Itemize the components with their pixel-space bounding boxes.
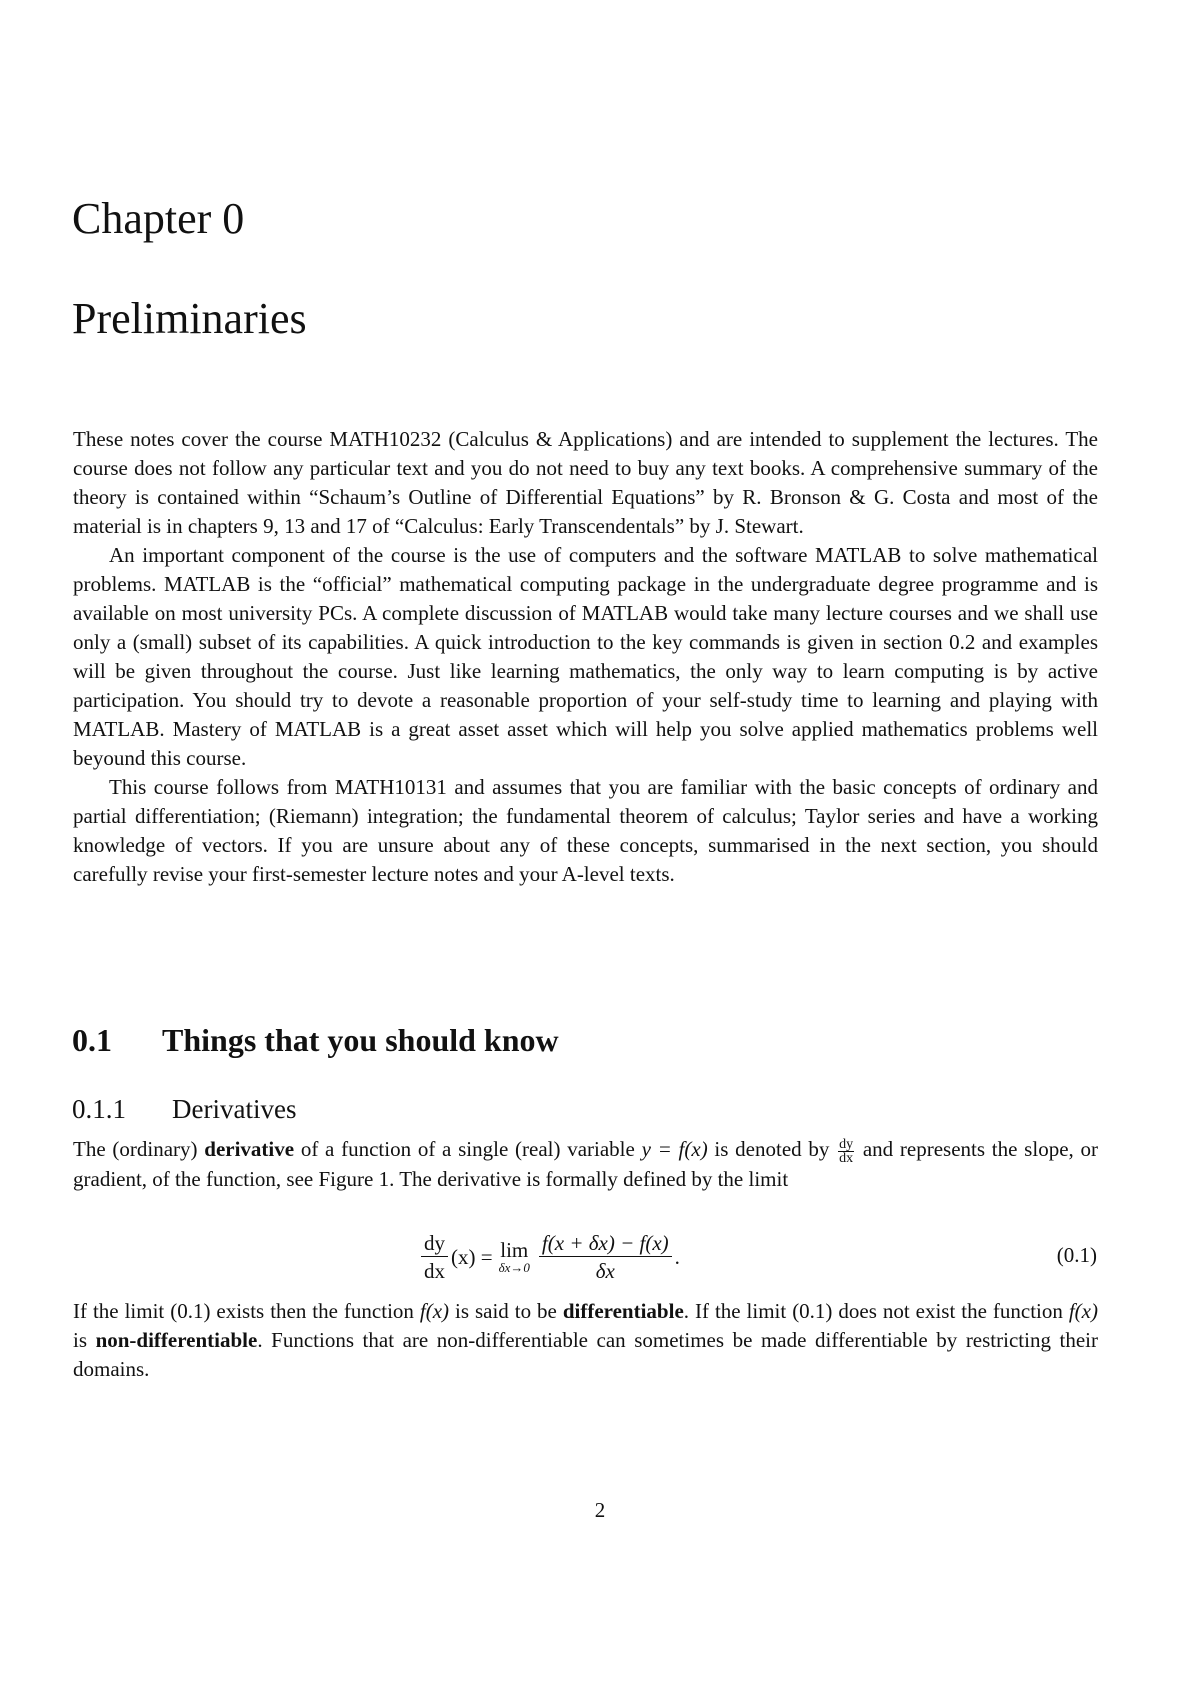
subsection-number: 0.1.1 bbox=[72, 1094, 126, 1124]
intro-text bbox=[73, 425, 1098, 889]
section-heading bbox=[72, 1020, 559, 1060]
lhs-fraction bbox=[421, 1230, 448, 1285]
chapter-title: Preliminaries bbox=[72, 294, 307, 343]
term-derivative: derivative bbox=[204, 1137, 295, 1161]
lhs-argument: (x) = bbox=[451, 1244, 493, 1269]
text-run: and represents the slope, or gradient, of the function, see Figure 1. The derivative is formally defined by the limit bbox=[73, 1137, 1098, 1191]
chapter-label: Chapter 0 bbox=[72, 194, 245, 243]
page-number: 2 bbox=[594, 1498, 606, 1522]
equation-body bbox=[418, 1225, 680, 1289]
limit-subscript: δx→0 bbox=[498, 1260, 530, 1275]
text-run: If the limit (0.1) exists then the function bbox=[73, 1299, 420, 1323]
intro-paragraph-3: This course follows from MATH10131 and assumes that you are familiar with the basic concepts of ordinary and partial differentiation; (Riemann) integration; the fundamental theorem of calculus; Taylor series and have a working knowledge of vectors. If you are unsure about any of these concepts, summarised in the next section, you should carefully revise your first-semester lecture notes and your A-level texts. bbox=[73, 775, 1098, 886]
limit-operator bbox=[499, 1239, 530, 1275]
limit-word: lim bbox=[500, 1238, 529, 1262]
term-differentiable: differentiable bbox=[562, 1299, 684, 1323]
text-run: . If the limit (0.1) does not exist the function bbox=[683, 1299, 1069, 1323]
differentiability-paragraph bbox=[73, 1297, 1098, 1384]
section-title: Things that you should know bbox=[162, 1022, 559, 1058]
intro-paragraph-1: These notes cover the course MATH10232 (Calculus & Applications) and are intended to supplement the lectures. The course does not follow any particular text and you do not need to buy any text books. A comprehensive summary of the theory is contained within “Schaum’s Outline of Differential Equations” by R. Bronson & G. Costa and most of the material is in chapters 9, 13 and 17 of “Calculus: Early Transcendentals” by J. Stewart. bbox=[73, 427, 1098, 538]
text-run: The (ordinary) bbox=[73, 1137, 205, 1161]
rhs-denominator: δx bbox=[595, 1258, 615, 1283]
text-run: . Functions that are non-differentiable can sometimes be made differentiable by restricting their domains. bbox=[73, 1328, 1098, 1381]
inline-fraction-denominator: dx bbox=[839, 1150, 854, 1166]
text-run: is bbox=[73, 1328, 96, 1352]
rhs-numerator: f(x + δx) − f(x) bbox=[539, 1230, 672, 1257]
equation-period: . bbox=[674, 1244, 680, 1269]
inline-fraction-numerator: dy bbox=[839, 1136, 854, 1152]
equation-number: (0.1) bbox=[1056, 1243, 1097, 1267]
intro-paragraph-2: An important component of the course is the use of computers and the software MATLAB to solve mathematical problems. MATLAB is the “official” mathematical computing package in the undergraduate degree programme and is available on most university PCs. A complete discussion of MATLAB would take many lecture courses and we shall use only a (small) subset of its capabilities. A quick introduction to the key commands is given in section 0.2 and examples will be given throughout the course. Just like learning mathematics, the only way to learn computing is by active participation. You should try to devote a reasonable proportion of your self-study time to learning and playing with MATLAB. Mastery of MATLAB is a great asset asset which will help you solve applied mathematics problems well beyound this course. bbox=[73, 543, 1098, 770]
lhs-numerator: dy bbox=[421, 1230, 448, 1257]
math-inline: y = f(x) bbox=[641, 1137, 708, 1161]
equation-0-1 bbox=[0, 1225, 1200, 1289]
lhs-denominator: dx bbox=[424, 1258, 445, 1283]
text-run: is said to be bbox=[449, 1299, 563, 1323]
math-inline: f(x) bbox=[1068, 1299, 1098, 1323]
rhs-fraction bbox=[539, 1230, 672, 1285]
text-run: is denoted by bbox=[707, 1137, 837, 1161]
term-non-differentiable: non-differentiable bbox=[95, 1328, 258, 1352]
math-inline: f(x) bbox=[419, 1299, 450, 1323]
subsection-heading bbox=[72, 1092, 296, 1126]
subsection-title: Derivatives bbox=[172, 1094, 297, 1124]
text-run: of a function of a single (real) variable bbox=[294, 1137, 642, 1161]
section-number: 0.1 bbox=[72, 1022, 112, 1058]
inline-fraction bbox=[838, 1138, 854, 1165]
derivatives-paragraph bbox=[73, 1135, 1098, 1194]
